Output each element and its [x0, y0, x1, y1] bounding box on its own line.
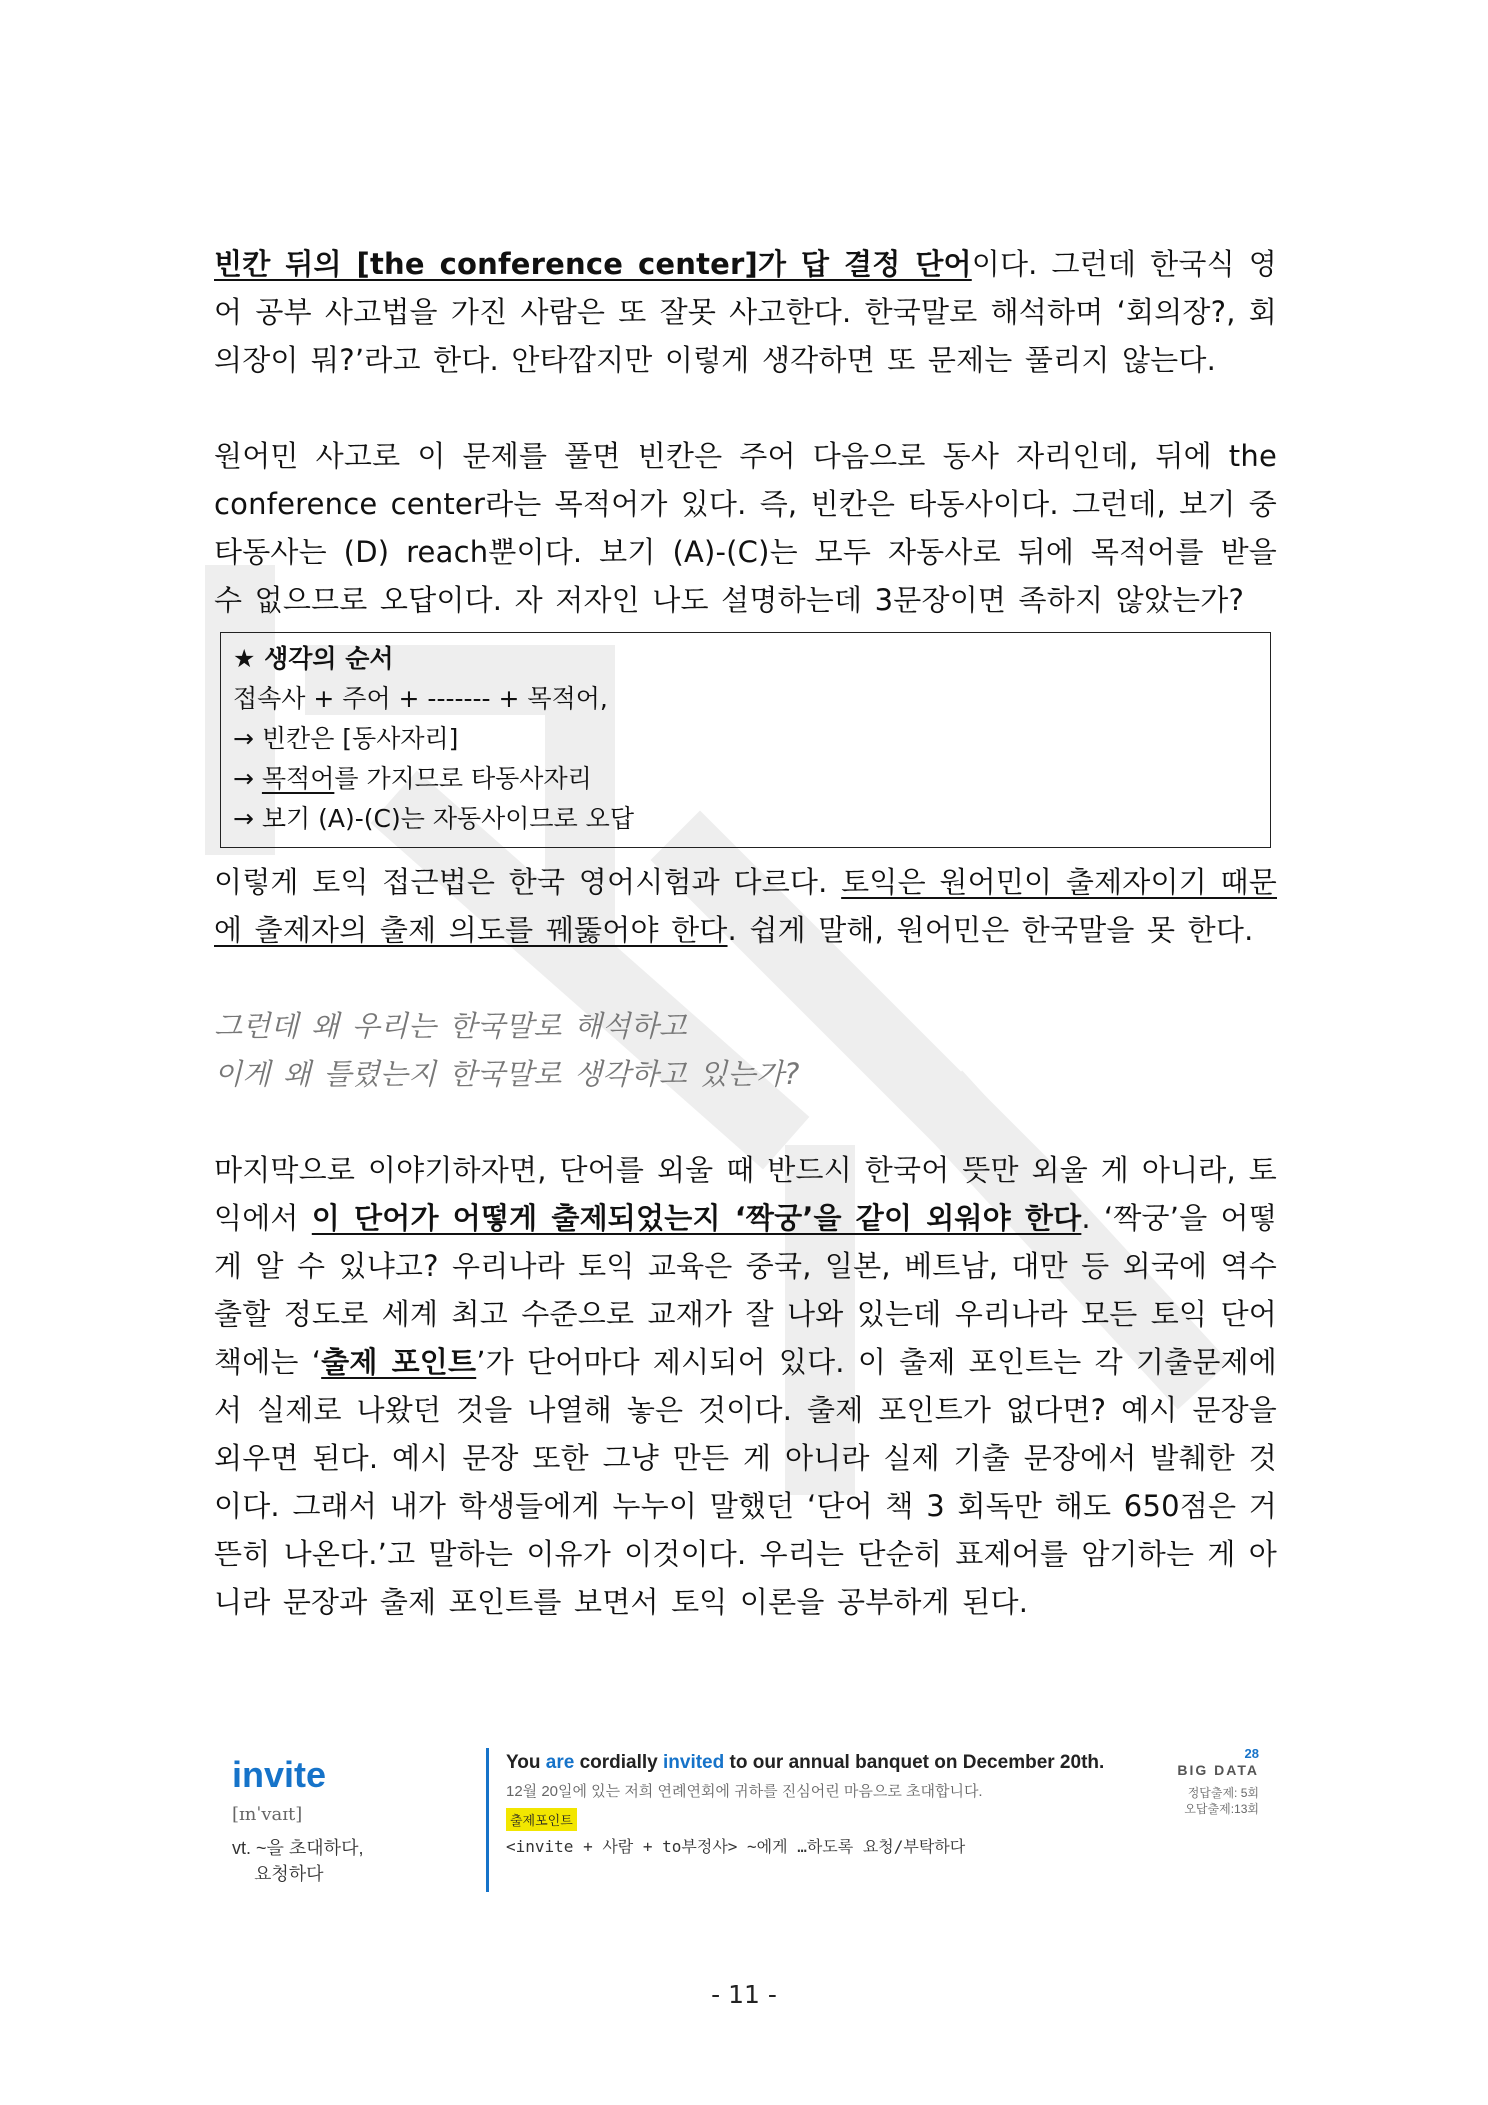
box-title: ★ 생각의 순서: [233, 644, 394, 673]
vocab-word: invite: [232, 1754, 327, 1795]
vocab-translation: 12월 20일에 있는 저희 연례연회에 귀하를 진심어린 마음으로 초대합니다.: [506, 1783, 983, 1800]
page-number: - 11 -: [711, 1980, 777, 2009]
italic-question-2: 이게 왜 틀렸는지 한국말로 생각하고 있는가?: [214, 1057, 800, 1091]
vocab-pronunciation: [ɪnˈvaɪt]: [232, 1804, 303, 1825]
vocab-point-tag: 출제포인트: [506, 1808, 577, 1831]
box-line: 접속사 + 주어 + ------- + 목적어,: [233, 684, 608, 713]
vocab-point-note: <invite + 사람 + to부정사> ~에게 …하도록 요청/부탁하다: [506, 1837, 966, 1856]
vocab-card: [214, 1740, 1277, 1890]
vocab-stat-correct: 정답출제: 5회: [1187, 1786, 1259, 1800]
vocab-stat-wrong: 오답출제:13회: [1184, 1802, 1259, 1816]
vocab-divider: [486, 1748, 489, 1892]
paragraph-2: 원어민 사고로 이 문제를 풀면 빈칸은 주어 다음으로 동사 자리인데, 뒤에 the conference center라는 목적어가 있다. 즉, 빈칸은 타동사이다. 그런데, 보기 중 타동사는 (D) reach뿐이다. 보기 (A)-(C)는 모두 자동사로 뒤에 목적어를 받을 수 없으므로 오답이다. 자 저자인 나도 설명하는데 3문장이면 족하지 않았는가?: [214, 439, 1277, 617]
vocab-definition-cont: 요청하다: [254, 1864, 324, 1884]
key-phrase: 이 단어가 어떻게 출제되었는지 ‘짝궁’을 같이 외워야 한다: [311, 1201, 1082, 1235]
box-line: → 보기 (A)-(C)는 자동사이므로 오답: [233, 804, 634, 833]
underlined-phrase: 토익은 원어민이 출제자이기 때문에 출제자의 출제 의도를 꿰뚫어야 한다: [214, 865, 1277, 947]
vocab-number: 28: [1244, 1746, 1259, 1761]
paragraph-3: 이렇게 토익 접근법은 한국 영어시험과 다르다. 토익은 원어민이 출제자이기 때문에 출제자의 출제 의도를 꿰뚫어야 한다. 쉽게 말해, 원어민은 한국말을 못 한다.: [214, 865, 1277, 947]
key-phrase: 출제 포인트: [321, 1345, 477, 1379]
box-line: → 빈칸은 [동사자리]: [233, 724, 459, 753]
italic-question-1: 그런데 왜 우리는 한국말로 해석하고: [214, 1009, 687, 1043]
vocab-example-sentence: You are cordially invited to our annual banquet on December 20th.: [506, 1752, 1105, 1773]
main-content: [214, 240, 1277, 1626]
vocab-definition: vt. ~을 초대하다,: [232, 1838, 364, 1858]
vocab-bigdata-label: BIG DATA: [1177, 1762, 1259, 1778]
paragraph-1: 빈칸 뒤의 [the conference center]가 답 결정 단어이다. 그런데 한국식 영어 공부 사고법을 가진 사람은 또 잘못 사고한다. 한국말로 해석하며 ‘회의장?, 회의장이 뭐?’라고 한다. 안타깝지만 이렇게 생각하면 또 문제는 풀리지 않는다.: [214, 247, 1277, 377]
key-phrase: 빈칸 뒤의 [the conference center]가 답 결정 단어: [214, 247, 972, 281]
paragraph-4: 마지막으로 이야기하자면, 단어를 외울 때 반드시 한국어 뜻만 외울 게 아니라, 토익에서 이 단어가 어떻게 출제되었는지 ‘짝궁’을 같이 외워야 한다. ‘짝궁’을 어떻게 알 수 있냐고? 우리나라 토익 교육은 중국, 일본, 베트남, 대만 등 외국에 역수출할 정도로 세계 최고 수준으로 교재가 잘 나와 있는데 우리나라 모든 토익 단어 책에는 ‘출제 포인트’가 단어마다 제시되어 있다. 이 출제 포인트는 각 기출문제에서 실제로 나왔던 것을 나열해 놓은 것이다. 출제 포인트가 없다면? 예시 문장을 외우면 된다. 예시 문장 또한 그냥 만든 게 아니라 실제 기출 문장에서 발췌한 것이다. 그래서 내가 학생들에게 누누이 말했던 ‘단어 책 3 회독만 해도 650점은 거뜬히 나온다.’고 말하는 이유가 이것이다. 우리는 단순히 표제어를 암기하는 게 아니라 문장과 출제 포인트를 보면서 토익 이론을 공부하게 된다.: [214, 1153, 1278, 1619]
box-line: → 목적어를 가지므로 타동사자리: [233, 764, 592, 793]
thinking-order-box: [220, 632, 1271, 848]
